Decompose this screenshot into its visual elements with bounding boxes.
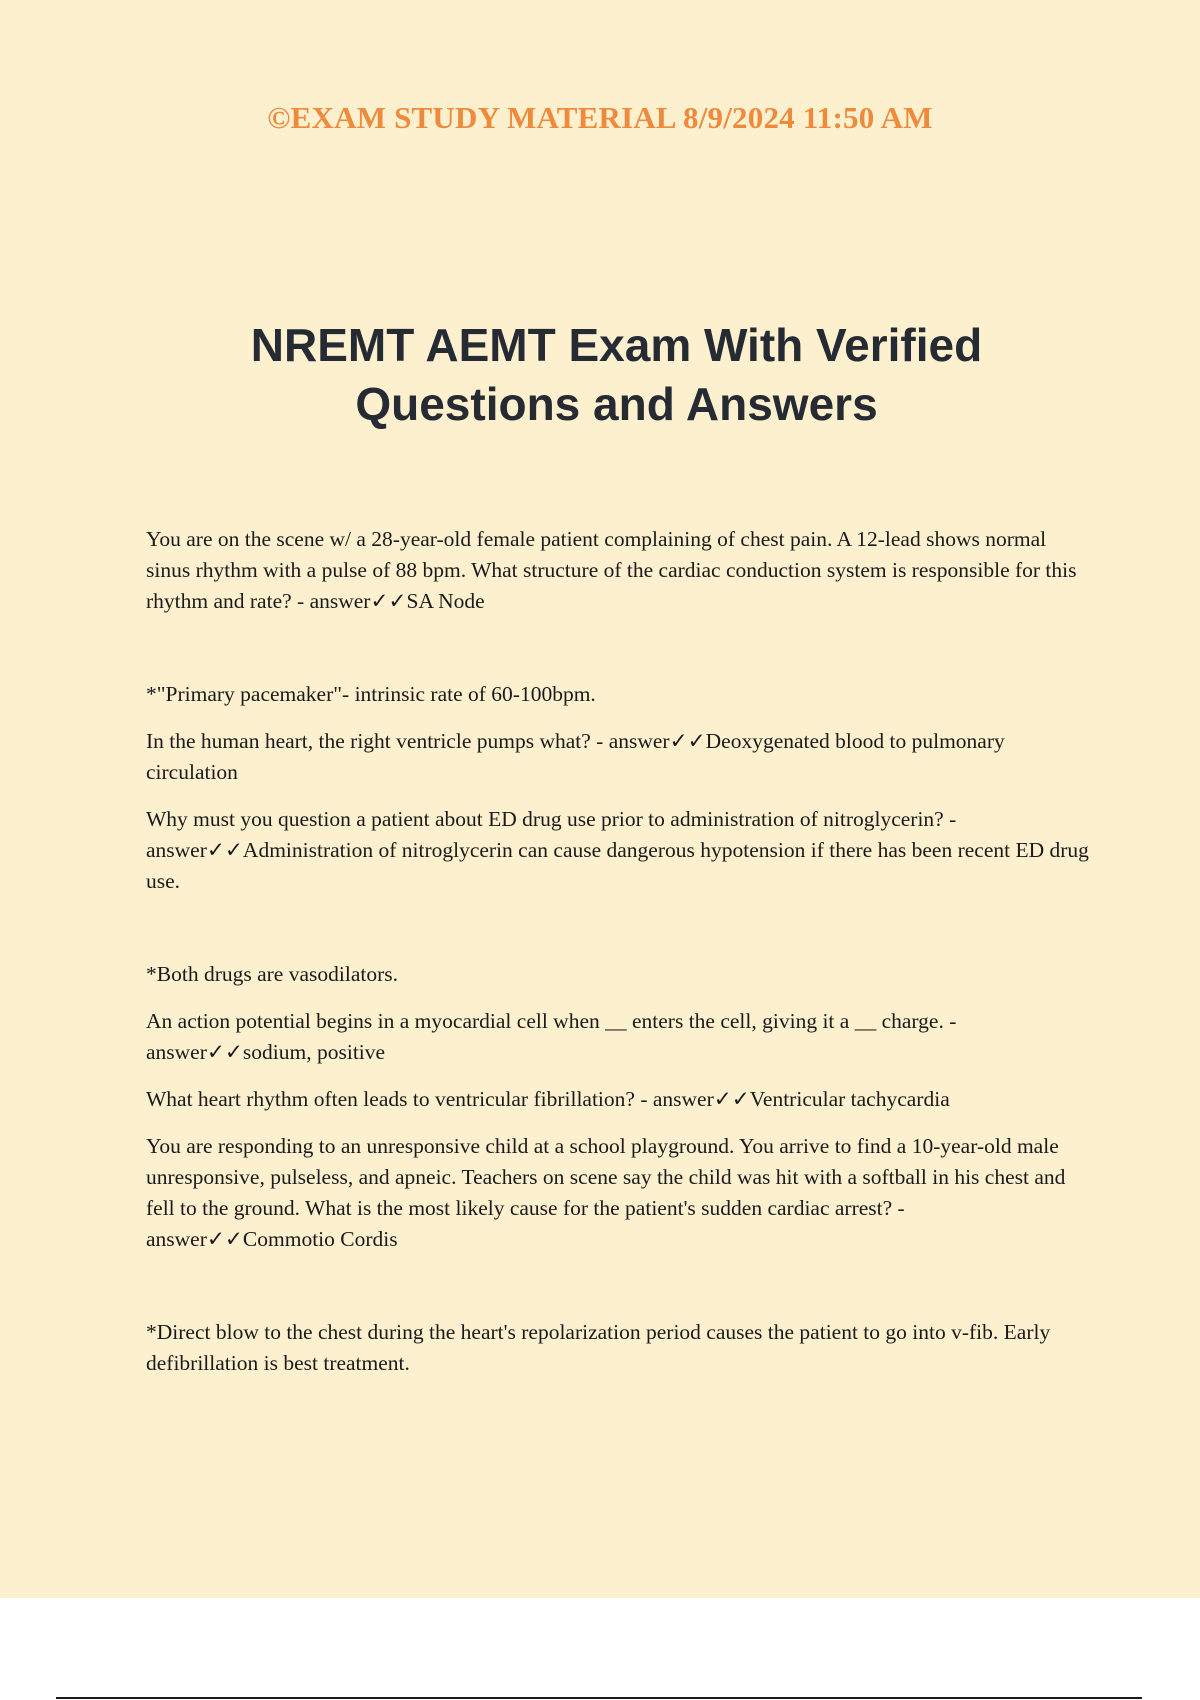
question-answer-list: [146, 524, 1094, 1379]
note-direct-blow: *Direct blow to the chest during the heart's repolarization period causes the patient to go into v-fib. Early defibrillation is best treatment.: [146, 1320, 1051, 1375]
copyright-header: ©EXAM STUDY MATERIAL 8/9/2024 11:50 AM: [267, 100, 933, 135]
qa-item-ed-drug-nitroglycerin: Why must you question a patient about ED drug use prior to administration of nitroglycerin? - answer✓✓Administration of nitroglycerin can cause dangerous hypotension if there has been recent ED drug use.: [146, 807, 1089, 893]
note-vasodilators: *Both drugs are vasodilators.: [146, 962, 398, 986]
document-title: [0, 316, 1200, 434]
qa-item-commotio-cordis: You are responding to an unresponsive child at a school playground. You arrive to find a 10-year-old male unresponsive, pulseless, and apneic. Teachers on scene say the child was hit with a softball in his chest and fell to the ground. What is the most likely cause for the patient's sudden cardiac arrest? - answer✓✓Commotio Cordis: [146, 1134, 1066, 1251]
qa-item-sa-node: You are on the scene w/ a 28-year-old female patient complaining of chest pain. A 12-lead shows normal sinus rhythm with a pulse of 88 bpm. What structure of the cardiac conduction system is responsible for this rhythm and rate? - answer✓✓SA Node: [146, 527, 1077, 613]
note-primary-pacemaker: *"Primary pacemaker"- intrinsic rate of 60-100bpm.: [146, 682, 596, 706]
title-line-1: NREMT AEMT Exam With Verified: [250, 319, 983, 371]
title-line-2: Questions and Answers: [355, 378, 878, 430]
footer-divider: [56, 1697, 1142, 1699]
qa-item-action-potential: An action potential begins in a myocardial cell when __ enters the cell, giving it a __ charge. - answer✓✓sodium, positive: [146, 1009, 957, 1064]
qa-item-ventricular-tachycardia: What heart rhythm often leads to ventricular fibrillation? - answer✓✓Ventricular tachycardia: [146, 1087, 950, 1111]
qa-item-right-ventricle: In the human heart, the right ventricle pumps what? - answer✓✓Deoxygenated blood to pulmonary circulation: [146, 729, 1005, 784]
